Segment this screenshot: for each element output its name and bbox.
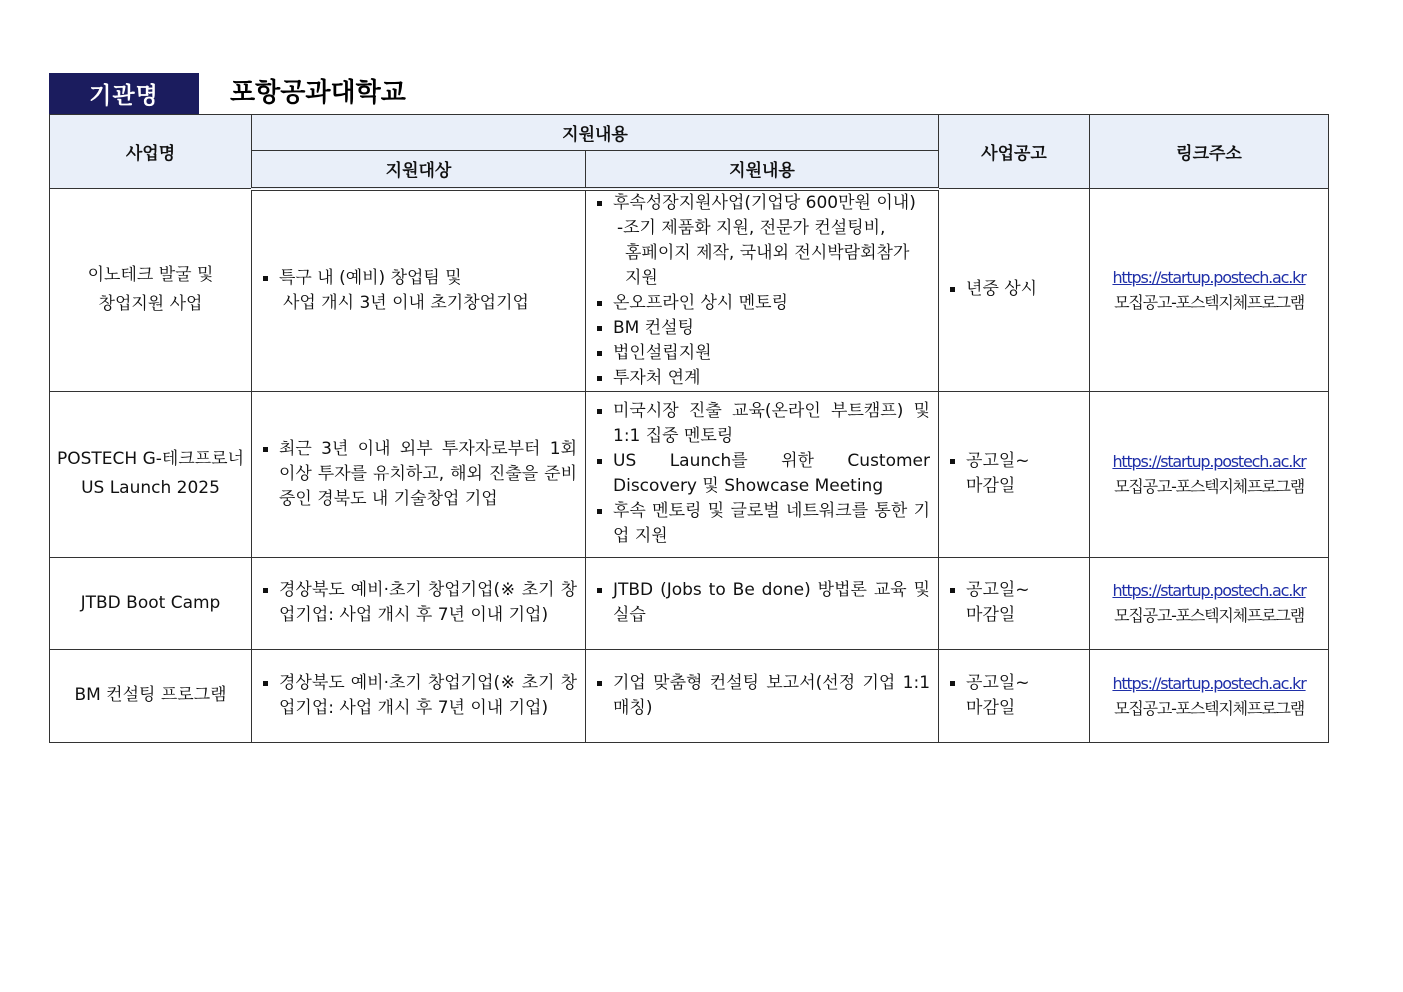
program-name-line: 창업지원 사업: [98, 293, 203, 314]
table-row: [50, 189, 1329, 392]
link-path: 모집공고-포스텍지체프로그램: [1114, 477, 1304, 496]
content-cell: [586, 189, 939, 392]
program-link[interactable]: https://startup.postech.ac.kr: [1112, 452, 1306, 471]
link-cell: [1090, 391, 1329, 557]
target-item: 경상북도 예비·초기 창업기업(※ 초기 창업기업: 사업 개시 후 7년 이내 기업): [260, 578, 577, 628]
content-cell: [586, 649, 939, 742]
content-item: JTBD (Jobs to Be done) 방법론 교육 및 실습: [594, 578, 930, 628]
content-item: US Launch를 위한 Customer Discovery 및 Showcase Meeting: [594, 449, 930, 499]
target-cell: [252, 189, 586, 392]
target-cell: [252, 649, 586, 742]
col-header-link: 링크주소: [1090, 115, 1329, 189]
target-item: 특구 내 (예비) 창업팀 및 사업 개시 3년 이내 초기창업기업: [260, 266, 577, 316]
link-path: 모집공고-포스텍지체프로그램: [1114, 606, 1304, 625]
link-path: 모집공고-포스텍지체프로그램: [1114, 292, 1304, 312]
content-item: 기업 맞춤형 컨설팅 보고서(선정 기업 1:1 매칭): [594, 671, 930, 721]
link-cell: [1090, 189, 1329, 392]
program-name-line: JTBD Boot Camp: [80, 592, 221, 613]
program-name-line: US Launch 2025: [81, 478, 220, 498]
org-label: 기관명: [49, 73, 199, 114]
target-item: 최근 3년 이내 외부 투자자로부터 1회 이상 투자를 유치하고, 해외 진출을 준비 중인 경북도 내 기술창업 기업: [260, 437, 577, 512]
notice-item: 년중 상시: [947, 277, 1081, 302]
notice-item: 공고일~ 마감일: [947, 671, 1081, 721]
program-name-cell: [50, 557, 252, 649]
col-header-content: 지원내용: [586, 151, 939, 189]
notice-item: 공고일~ 마감일: [947, 578, 1081, 628]
target-cell: [252, 391, 586, 557]
content-cell: [586, 557, 939, 649]
table-row: [50, 649, 1329, 742]
program-link[interactable]: https://startup.postech.ac.kr: [1112, 673, 1306, 693]
support-program-table: [49, 114, 1329, 743]
col-header-support-group: 지원내용: [252, 115, 939, 151]
program-link[interactable]: https://startup.postech.ac.kr: [1112, 581, 1306, 600]
table-row: [50, 391, 1329, 557]
content-item: 미국시장 진출 교육(온라인 부트캠프) 및 1:1 집중 멘토링: [594, 399, 930, 449]
program-name-line: 이노테크 발굴 및: [87, 264, 214, 285]
content-item: 후속성장지원사업(기업당 600만원 이내) -조기 제품화 지원, 전문가 컨설팅비, 홈페이지 제작, 국내외 전시박람회참가 지원: [594, 191, 930, 291]
notice-cell: [939, 189, 1090, 392]
col-header-target: 지원대상: [252, 151, 586, 189]
org-name: 포항공과대학교: [230, 78, 406, 108]
content-item: 투자처 연계: [594, 366, 930, 391]
link-cell: [1090, 557, 1329, 649]
notice-item: 공고일~ 마감일: [947, 449, 1081, 499]
col-header-program: 사업명: [50, 115, 252, 189]
org-header: [49, 73, 749, 114]
notice-cell: [939, 391, 1090, 557]
content-item: 온오프라인 상시 멘토링: [594, 291, 930, 316]
program-link[interactable]: https://startup.postech.ac.kr: [1112, 267, 1306, 287]
content-item: 법인설립지원: [594, 341, 930, 366]
program-name-line: POSTECH G-테크프로너: [56, 449, 245, 469]
program-name-cell: [50, 189, 252, 392]
notice-cell: [939, 649, 1090, 742]
program-name-line: BM 컨설팅 프로그램: [74, 685, 227, 705]
content-item: BM 컨설팅: [594, 316, 930, 341]
link-path: 모집공고-포스텍지체프로그램: [1114, 698, 1304, 718]
col-header-notice: 사업공고: [939, 115, 1090, 189]
target-cell: [252, 557, 586, 649]
program-name-cell: [50, 649, 252, 742]
content-cell: [586, 391, 939, 557]
notice-cell: [939, 557, 1090, 649]
program-name-cell: [50, 391, 252, 557]
target-item: 경상북도 예비·초기 창업기업(※ 초기 창업기업: 사업 개시 후 7년 이내 기업): [260, 671, 577, 721]
table-row: [50, 557, 1329, 649]
link-cell: [1090, 649, 1329, 742]
content-item: 후속 멘토링 및 글로벌 네트워크를 통한 기업 지원: [594, 499, 930, 549]
